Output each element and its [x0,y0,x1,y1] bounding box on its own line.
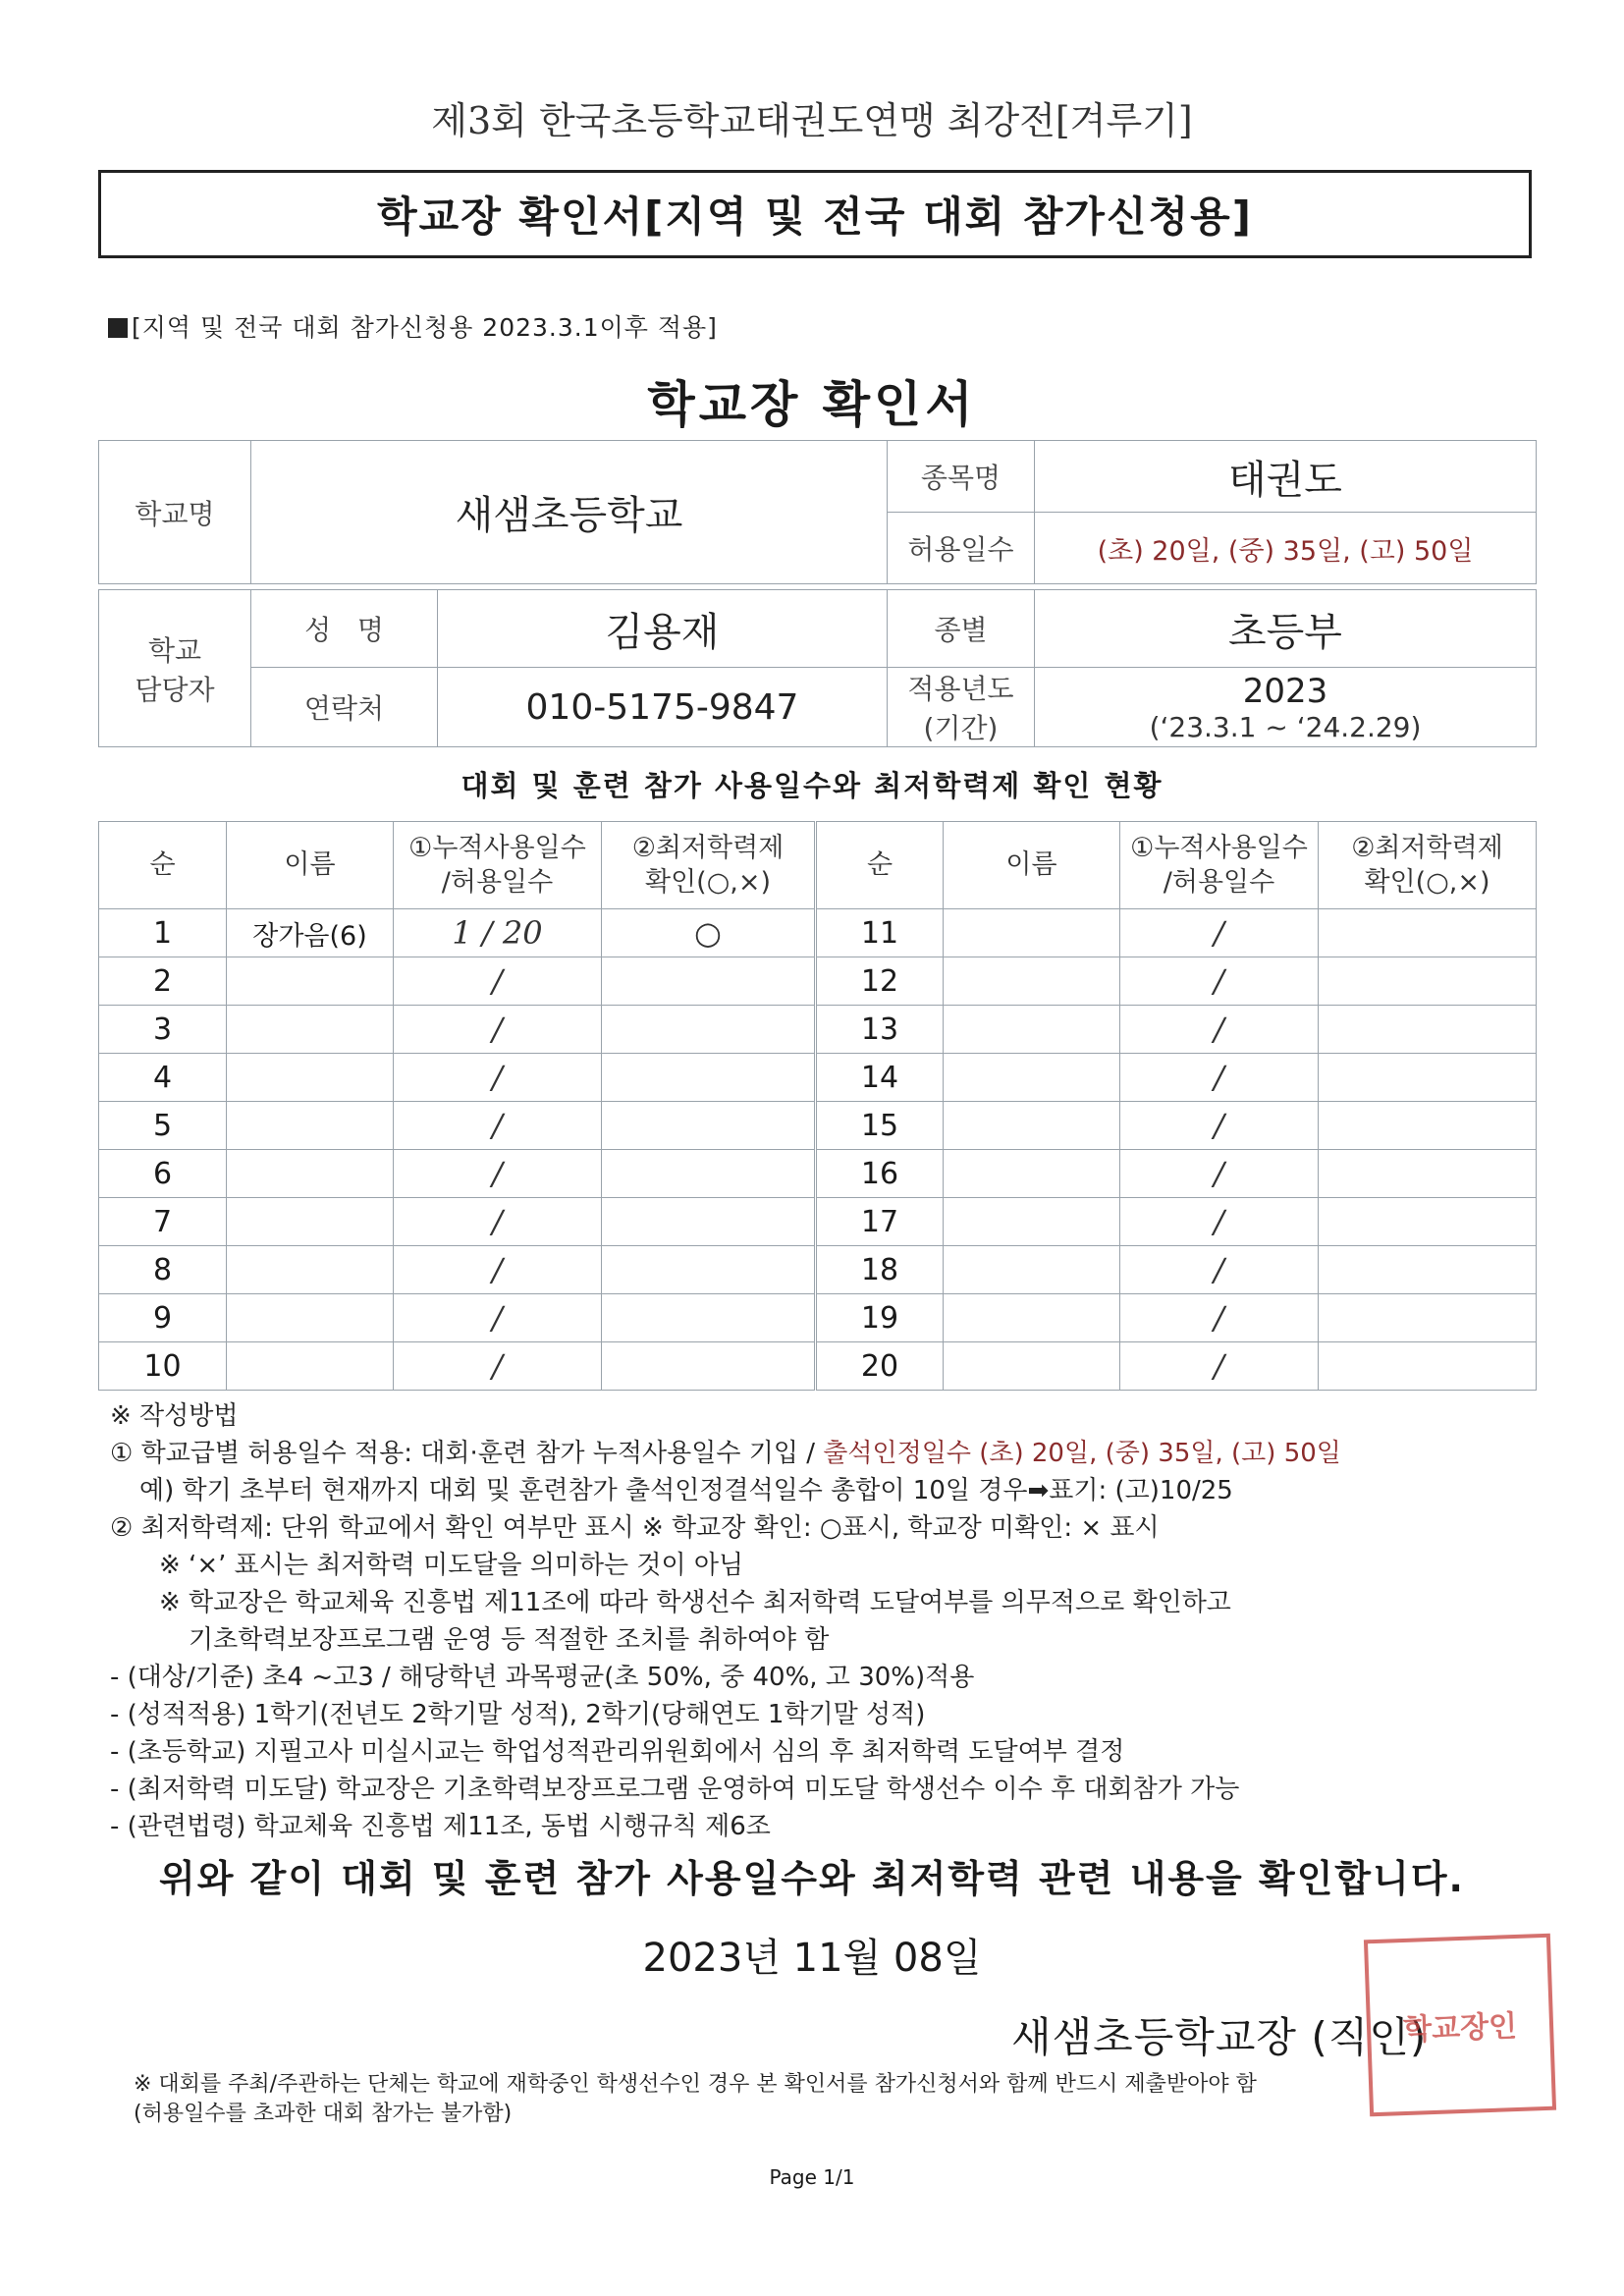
sport-value: 태권도 [1035,441,1537,513]
row-no-right: 14 [816,1054,944,1102]
seal-text: 학교장인 [1402,2008,1518,2049]
school-label: 학교명 [99,441,251,584]
row-no: 9 [99,1294,227,1342]
contact-group-label-line1: 학교 [147,633,202,667]
header-no-right: 순 [816,822,944,909]
row-name-right [944,909,1120,957]
row-check-right [1319,1246,1537,1294]
header-check-line2: 확인(○,×) [645,867,771,898]
row-name [227,1150,394,1198]
period-value: (‘23.3.1 ~ ‘24.2.29) [1149,710,1422,743]
row-days-right: / [1120,1006,1319,1054]
name-label: 성 명 [251,590,438,668]
table-row [99,909,1537,957]
row-no-right: 18 [816,1246,944,1294]
row-check [602,1054,816,1102]
contact-group-label-line2: 담당자 [135,673,215,706]
usage-header-row [99,822,1537,909]
row-no-right: 12 [816,957,944,1006]
confirmation-statement: 위와 같이 대회 및 훈련 참가 사용일수와 최저학력 관련 내용을 확인합니다. [159,1857,1465,1900]
year-label-line2: (기간) [923,712,999,744]
row-days: / [394,1294,602,1342]
row-days: / [394,1342,602,1391]
row-check-right [1319,1054,1537,1102]
header-days-line1: ①누적사용일수 [408,832,586,863]
division-value: 초등부 [1035,590,1537,668]
row-days: / [394,957,602,1006]
event-title: 제3회 한국초등학교태권도연맹 최강전[겨루기] [431,99,1193,142]
row-no: 2 [99,957,227,1006]
principal-signature [1011,2005,1427,2064]
form-title-box [98,170,1532,258]
row-check-right [1319,909,1537,957]
row-check [602,1198,816,1246]
row-check-right [1319,1294,1537,1342]
table-row [99,1198,1537,1246]
row-name-right [944,957,1120,1006]
row-no-right: 20 [816,1342,944,1391]
row-name [227,957,394,1006]
header-check-line1: ②최저학력제 [631,832,785,863]
guide-item-1 [110,1435,1524,1472]
row-days-right: / [1120,1342,1319,1391]
square-bullet-icon [108,318,128,338]
row-check [602,1102,816,1150]
table-row [99,957,1537,1006]
row-days: / [394,1198,602,1246]
table-row [99,1246,1537,1294]
contact-table [98,589,1537,747]
row-name-right [944,1198,1120,1246]
allowed-days-label: 허용일수 [888,513,1035,584]
row-no: 7 [99,1198,227,1246]
table-row [99,1294,1537,1342]
row-check-right [1319,1150,1537,1198]
row-no: 4 [99,1054,227,1102]
year-value: 2023 [1242,671,1328,711]
guide-heading: ※ 작성방법 [110,1401,239,1431]
school-name: 새샘초등학교 [251,441,888,584]
allowed-days-value: (초) 20일, (중) 35일, (고) 50일 [1035,513,1537,584]
row-name [227,1054,394,1102]
row-check [602,957,816,1006]
header-check [602,822,816,909]
apply-note [108,308,718,344]
year-label [888,668,1035,747]
year-label-line1: 적용년도 [907,673,1014,705]
row-days-right: / [1120,1054,1319,1102]
contact-phone: 010-5175-9847 [438,668,888,747]
row-days-right: / [1120,957,1319,1006]
header-days-right-line1: ①누적사용일수 [1130,832,1308,863]
guide-item-1-text: ① 학교급별 허용일수 적용: 대회·훈련 참가 누적사용일수 기입 / [110,1439,824,1468]
row-no-right: 17 [816,1198,944,1246]
row-days-right: / [1120,1246,1319,1294]
header-days-right-line2: /허용일수 [1163,867,1275,898]
row-check-right [1319,957,1537,1006]
guide-bullet: - (성적적용) 1학기(전년도 2학기말 성적), 2학기(당해연도 1학기말 성적) [110,1700,926,1729]
row-name-right [944,1294,1120,1342]
row-name [227,1198,394,1246]
row-no: 8 [99,1246,227,1294]
header-days-right [1120,822,1319,909]
row-no: 5 [99,1102,227,1150]
guide-item-2: ② 최저학력제: 단위 학교에서 확인 여부만 표시 ※ 학교장 확인: ○표시, 학교장 미확인: × 표시 [110,1513,1160,1543]
contact-name: 김용재 [438,590,888,668]
guide-bullet: - (최저학력 미도달) 학교장은 기초학력보장프로그램 운영하여 미도달 학생선수 이수 후 대회참가 가능 [110,1775,1240,1804]
row-days-right: / [1120,1198,1319,1246]
guide-bullet: - (초등학교) 지필고사 미실시교는 학업성적관리위원회에서 심의 후 최저학력 도달여부 결정 [110,1737,1125,1767]
table-row [99,1006,1537,1054]
row-no-right: 13 [816,1006,944,1054]
page-number: Page 1/1 [769,2165,855,2189]
form-title: 학교장 확인서[지역 및 전국 대회 참가신청용] [377,192,1253,241]
header-check-right-line2: 확인(○,×) [1364,867,1490,898]
row-days: / [394,1054,602,1102]
row-no-right: 19 [816,1294,944,1342]
writing-guide [110,1397,1524,1845]
row-name-right [944,1246,1120,1294]
header-days [394,822,602,909]
table-row [99,1150,1537,1198]
guide-bullet: - (대상/기준) 초4 ~고3 / 해당학년 과목평균(초 50%, 중 40%, 고 30%)적용 [110,1663,975,1692]
row-name [227,1294,394,1342]
row-days: / [394,1246,602,1294]
school-info-table [98,440,1537,584]
official-seal [1364,1934,1556,2117]
row-name [227,1006,394,1054]
row-check-right [1319,1198,1537,1246]
row-days-right: / [1120,1150,1319,1198]
row-no-right: 15 [816,1102,944,1150]
row-days: / [394,1150,602,1198]
row-check-right [1319,1006,1537,1054]
row-check [602,1246,816,1294]
guide-note-2-cont: 기초학력보장프로그램 운영 등 적절한 조치를 취하여야 함 [189,1625,830,1655]
row-name-right [944,1150,1120,1198]
row-days: 1 / 20 [394,909,602,957]
row-name-right [944,1102,1120,1150]
row-days: / [394,1102,602,1150]
guide-bullet: - (관련법령) 학교체육 진흥법 제11조, 동법 시행규칙 제6조 [110,1812,771,1841]
row-no-right: 11 [816,909,944,957]
header-days-line2: /허용일수 [441,867,554,898]
principal-name: 새샘초등학교장 [1011,2013,1298,2061]
guide-bullets [110,1659,1524,1845]
contact-group-label [99,590,251,747]
row-days: / [394,1006,602,1054]
row-name-right [944,1342,1120,1391]
row-no-right: 16 [816,1150,944,1198]
confirmation-date: 2023년 11월 08일 [642,1936,982,1981]
division-label: 종별 [888,590,1035,668]
row-check: ○ [602,909,816,957]
row-no: 6 [99,1150,227,1198]
guide-item-1-highlight: 출석인정일수 (초) 20일, (중) 35일, (고) 50일 [823,1439,1341,1468]
table-row [99,1342,1537,1391]
row-name-right [944,1054,1120,1102]
footer-note [134,2070,1257,2129]
row-no: 1 [99,909,227,957]
guide-note-1: ※ ‘×’ 표시는 최저학력 미도달을 의미하는 것이 아님 [159,1551,744,1580]
row-check [602,1150,816,1198]
usage-table [98,821,1537,1391]
footer-note-line2: (허용일수를 초과한 대회 참가는 불가함) [134,2102,513,2126]
row-check [602,1294,816,1342]
row-no: 3 [99,1006,227,1054]
sport-label: 종목명 [888,441,1035,513]
seal-note: (직인) [1311,2013,1428,2061]
guide-example: 예) 학기 초부터 현재까지 대회 및 훈련참가 출석인정결석일수 총합이 10일 경우➡표기: (고)10/25 [139,1476,1233,1505]
table-row [99,1102,1537,1150]
header-name: 이름 [227,822,394,909]
year-cell [1035,668,1537,747]
row-check-right [1319,1102,1537,1150]
row-no: 10 [99,1342,227,1391]
row-days-right: / [1120,1294,1319,1342]
row-check [602,1342,816,1391]
table-row [99,1054,1537,1102]
usage-section-title: 대회 및 훈련 참가 사용일수와 최저학력제 확인 현황 [460,769,1164,802]
footer-note-line1: ※ 대회를 주최/주관하는 단체는 학교에 재학중인 학생선수인 경우 본 확인서를 참가신청서와 함께 반드시 제출받아야 함 [134,2072,1257,2097]
row-check [602,1006,816,1054]
header-check-right-line1: ②최저학력제 [1351,832,1503,863]
apply-note-text: [지역 및 전국 대회 참가신청용 2023.3.1이후 적용] [132,313,718,342]
header-name-right: 이름 [944,822,1120,909]
header-check-right [1319,822,1537,909]
row-name [227,1342,394,1391]
row-days-right: / [1120,1102,1319,1150]
document-title: 학교장 확인서 [647,376,977,433]
header-no: 순 [99,822,227,909]
row-name [227,1246,394,1294]
guide-note-2: ※ 학교장은 학교체육 진흥법 제11조에 따라 학생선수 최저학력 도달여부를 의무적으로 확인하고 [159,1588,1231,1617]
row-name: 장가음(6) [227,909,394,957]
row-name [227,1102,394,1150]
row-days-right: / [1120,909,1319,957]
row-name-right [944,1006,1120,1054]
phone-label: 연락처 [251,668,438,747]
row-check-right [1319,1342,1537,1391]
